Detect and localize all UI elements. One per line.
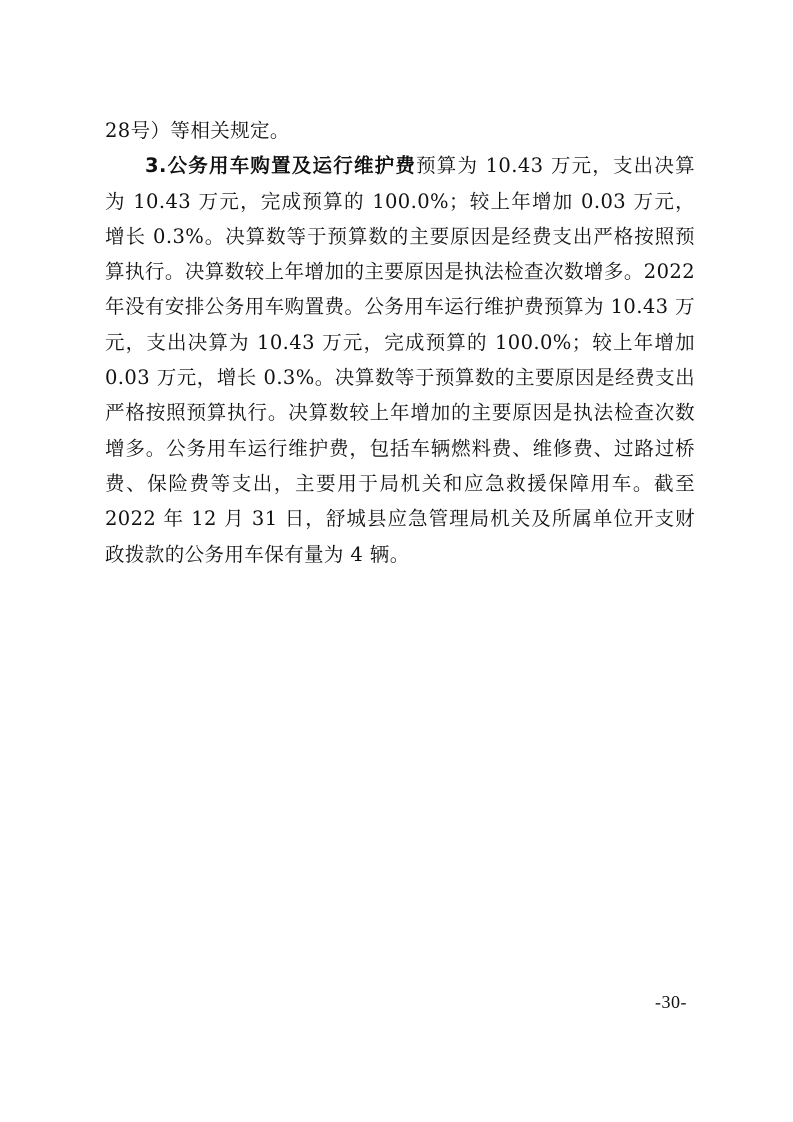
- document-body: [105, 113, 695, 572]
- paragraph-continuation: [105, 113, 695, 148]
- paragraph-text: 28号）等相关规定。: [105, 119, 290, 142]
- paragraph-vehicle-expenses: [105, 148, 695, 572]
- page-number: -30-: [655, 992, 687, 1012]
- paragraph-text: 预算为 10.43 万元，支出决算为 10.43 万元，完成预算的 100.0%；较上年增加 0.03 万元，增长 0.3%。决算数等于预算数的主要原因是经费支出严格按照预算执行。决算数较上年增加的主要原因是执法检查次数增多。2022 年没有安排公务用车购置费。公务用车运行维护费预算为 10.43 万元，支出决算为 10.43 万元，完成预算的 100.0%；较上年增加 0.03 万元，增长 0.3%。决算数等于预算数的主要原因是经费支出严格按照预算执行。决算数较上年增加的主要原因是执法检查次数增多。公务用车运行维护费，包括车辆燃料费、维修费、过路过桥费、保险费等支出，主要用于局机关和应急救援保障用车。截至 2022 年 12 月 31 日，舒城县应急管理局机关及所属单位开支财政拨款的公务用车保有量为 4 辆。: [105, 154, 696, 566]
- paragraph-heading: 3.公务用车购置及运行维护费: [145, 154, 417, 178]
